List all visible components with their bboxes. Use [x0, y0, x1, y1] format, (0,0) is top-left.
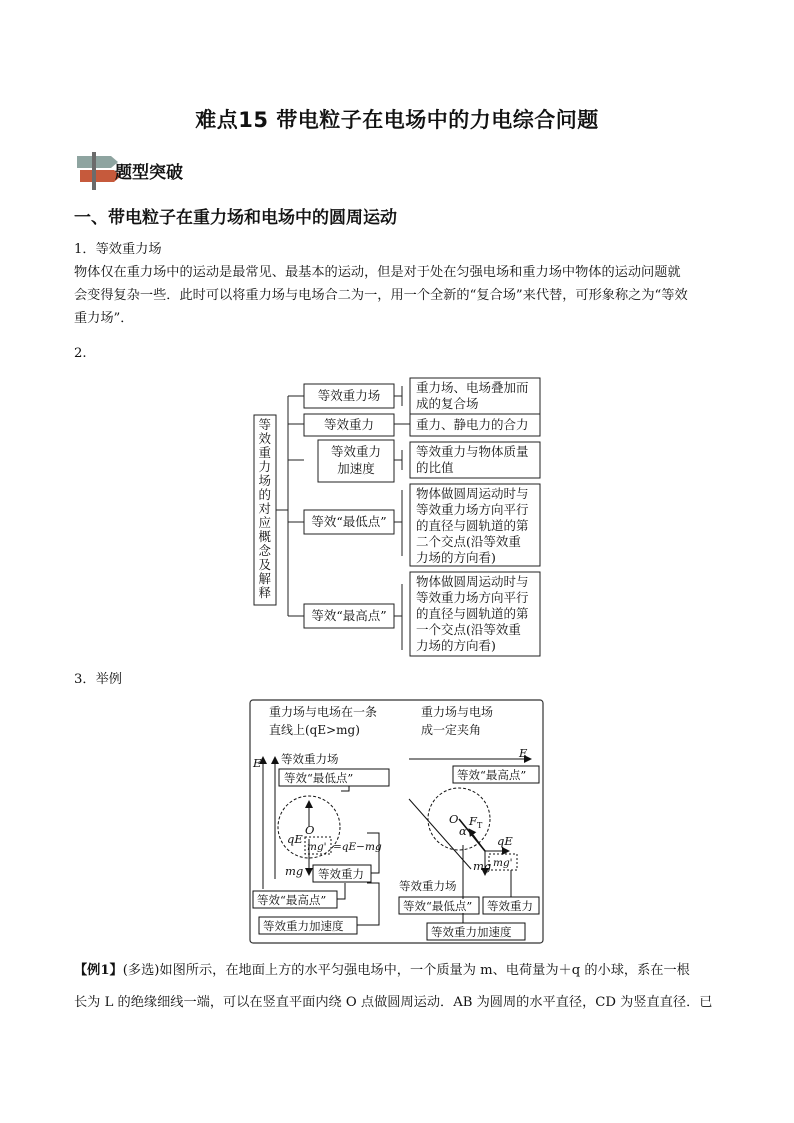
term-label: 等效“最低点” — [311, 514, 387, 529]
right-alpha-label: α — [459, 824, 467, 838]
root-char: 对 — [258, 501, 272, 516]
left-highest: 等效“最高点” — [257, 893, 327, 907]
section-heading: 一、带电粒子在重力场和电场中的圆周运动 — [74, 208, 397, 228]
right-E-label: E — [519, 746, 528, 760]
desc-line: 的比值 — [416, 460, 454, 475]
term-label: 等效重力 — [323, 417, 375, 432]
left-mg-expr: =qE−mg — [333, 841, 382, 853]
root-char: 等 — [258, 417, 272, 432]
right-O-label: O — [449, 812, 459, 826]
left-mg-label: mg — [285, 864, 304, 878]
root-char: 场 — [258, 473, 272, 488]
desc-line: 等效重力与物体质量 — [416, 444, 529, 459]
desc-line: 力场的方向看) — [416, 638, 496, 653]
right-gravity-label: 等效重力场 — [399, 879, 457, 893]
right-FT-label: F — [469, 814, 477, 828]
item2-number: 2. — [74, 346, 87, 361]
term-label: 等效“最高点” — [311, 608, 387, 623]
root-char: 的 — [258, 487, 272, 502]
desc-line: 二个交点(沿等效重 — [416, 534, 521, 549]
left-mg-prime: mg' — [307, 841, 327, 853]
left-E-label: E — [253, 756, 262, 770]
root-char: 应 — [258, 515, 272, 530]
example1-line-1 — [74, 960, 734, 982]
right-highest: 等效“最高点” — [457, 768, 527, 782]
right-eq-accel: 等效重力加速度 — [431, 925, 512, 939]
example1-text: (多选)如图所示，在地面上方的水平匀强电场中，一个质量为 m、电荷量为＋q 的小球，系在一根 — [122, 963, 690, 978]
desc-line: 重力、静电力的合力 — [416, 417, 529, 432]
root-char: 及 — [258, 557, 272, 572]
left-eq-gravity: 等效重力 — [318, 867, 364, 881]
left-qE-label: qE — [287, 832, 303, 846]
term-label: 加速度 — [337, 461, 375, 476]
example-diagram — [249, 699, 545, 945]
left-gravity-label: 等效重力场 — [281, 752, 339, 766]
right-lowest: 等效“最低点” — [403, 899, 473, 913]
item1-line-3: 重力场”． — [74, 311, 134, 326]
left-eq-accel: 等效重力加速度 — [263, 919, 344, 933]
root-char: 解 — [258, 571, 272, 586]
term-label: 等效重力场 — [317, 388, 381, 403]
left-caption: 直线上(qE>mg) — [269, 723, 360, 737]
item1-line-1: 物体仅在重力场中的运动是最常见、最基本的运动，但是对于处在匀强电场和重力场中物体的运动问题就 — [74, 265, 681, 280]
root-char: 力 — [258, 459, 272, 474]
root-char: 念 — [258, 543, 272, 558]
desc-line: 成的复合场 — [416, 396, 479, 411]
right-caption: 重力场与电场 — [421, 705, 494, 719]
desc-line: 物体做圆周运动时与 — [416, 574, 529, 589]
term-label: 等效重力 — [330, 444, 382, 459]
left-caption: 重力场与电场在一条 — [269, 705, 378, 719]
badge-label: 题型突破 — [115, 163, 183, 183]
desc-line: 等效重力场方向平行 — [416, 502, 529, 517]
left-lowest-label: 等效“最低点” — [284, 771, 354, 785]
right-eq-gravity: 等效重力 — [487, 899, 533, 913]
right-FT-sub: T — [477, 821, 483, 830]
root-char: 概 — [258, 529, 272, 544]
right-mg-prime: mg' — [493, 857, 513, 869]
page-title: 难点15 带电粒子在电场中的力电综合问题 — [195, 108, 599, 132]
desc-line: 力场的方向看) — [416, 550, 496, 565]
root-char: 重 — [258, 445, 272, 460]
example1-tag: 【例1】 — [74, 963, 123, 978]
left-O-label: O — [305, 823, 315, 837]
desc-line: 一个交点(沿等效重 — [416, 622, 521, 637]
desc-line: 的直径与圆轨道的第 — [416, 606, 529, 621]
right-mg-label: mg — [473, 859, 492, 873]
root-char: 释 — [258, 585, 272, 600]
right-caption: 成一定夹角 — [421, 723, 482, 737]
example1-line-2: 长为 L 的绝缘细线一端，可以在竖直平面内绕 O 点做圆周运动．AB 为圆周的水平直径，CD 为竖直直径．已 — [74, 995, 713, 1010]
desc-line: 的直径与圆轨道的第 — [416, 518, 529, 533]
right-qE-label: qE — [497, 834, 513, 848]
desc-line: 物体做圆周运动时与 — [416, 486, 529, 501]
concept-diagram — [250, 372, 546, 662]
desc-line: 等效重力场方向平行 — [416, 590, 529, 605]
item3-number: 3．举例 — [74, 672, 122, 687]
item1-number: 1．等效重力场 — [74, 242, 162, 257]
item1-line-2: 会变得复杂一些．此时可以将重力场与电场合二为一，用一个全新的“复合场”来代替，可形象称之为“等效 — [74, 288, 688, 303]
root-char: 效 — [258, 431, 272, 446]
desc-line: 重力场、电场叠加而 — [416, 380, 529, 395]
